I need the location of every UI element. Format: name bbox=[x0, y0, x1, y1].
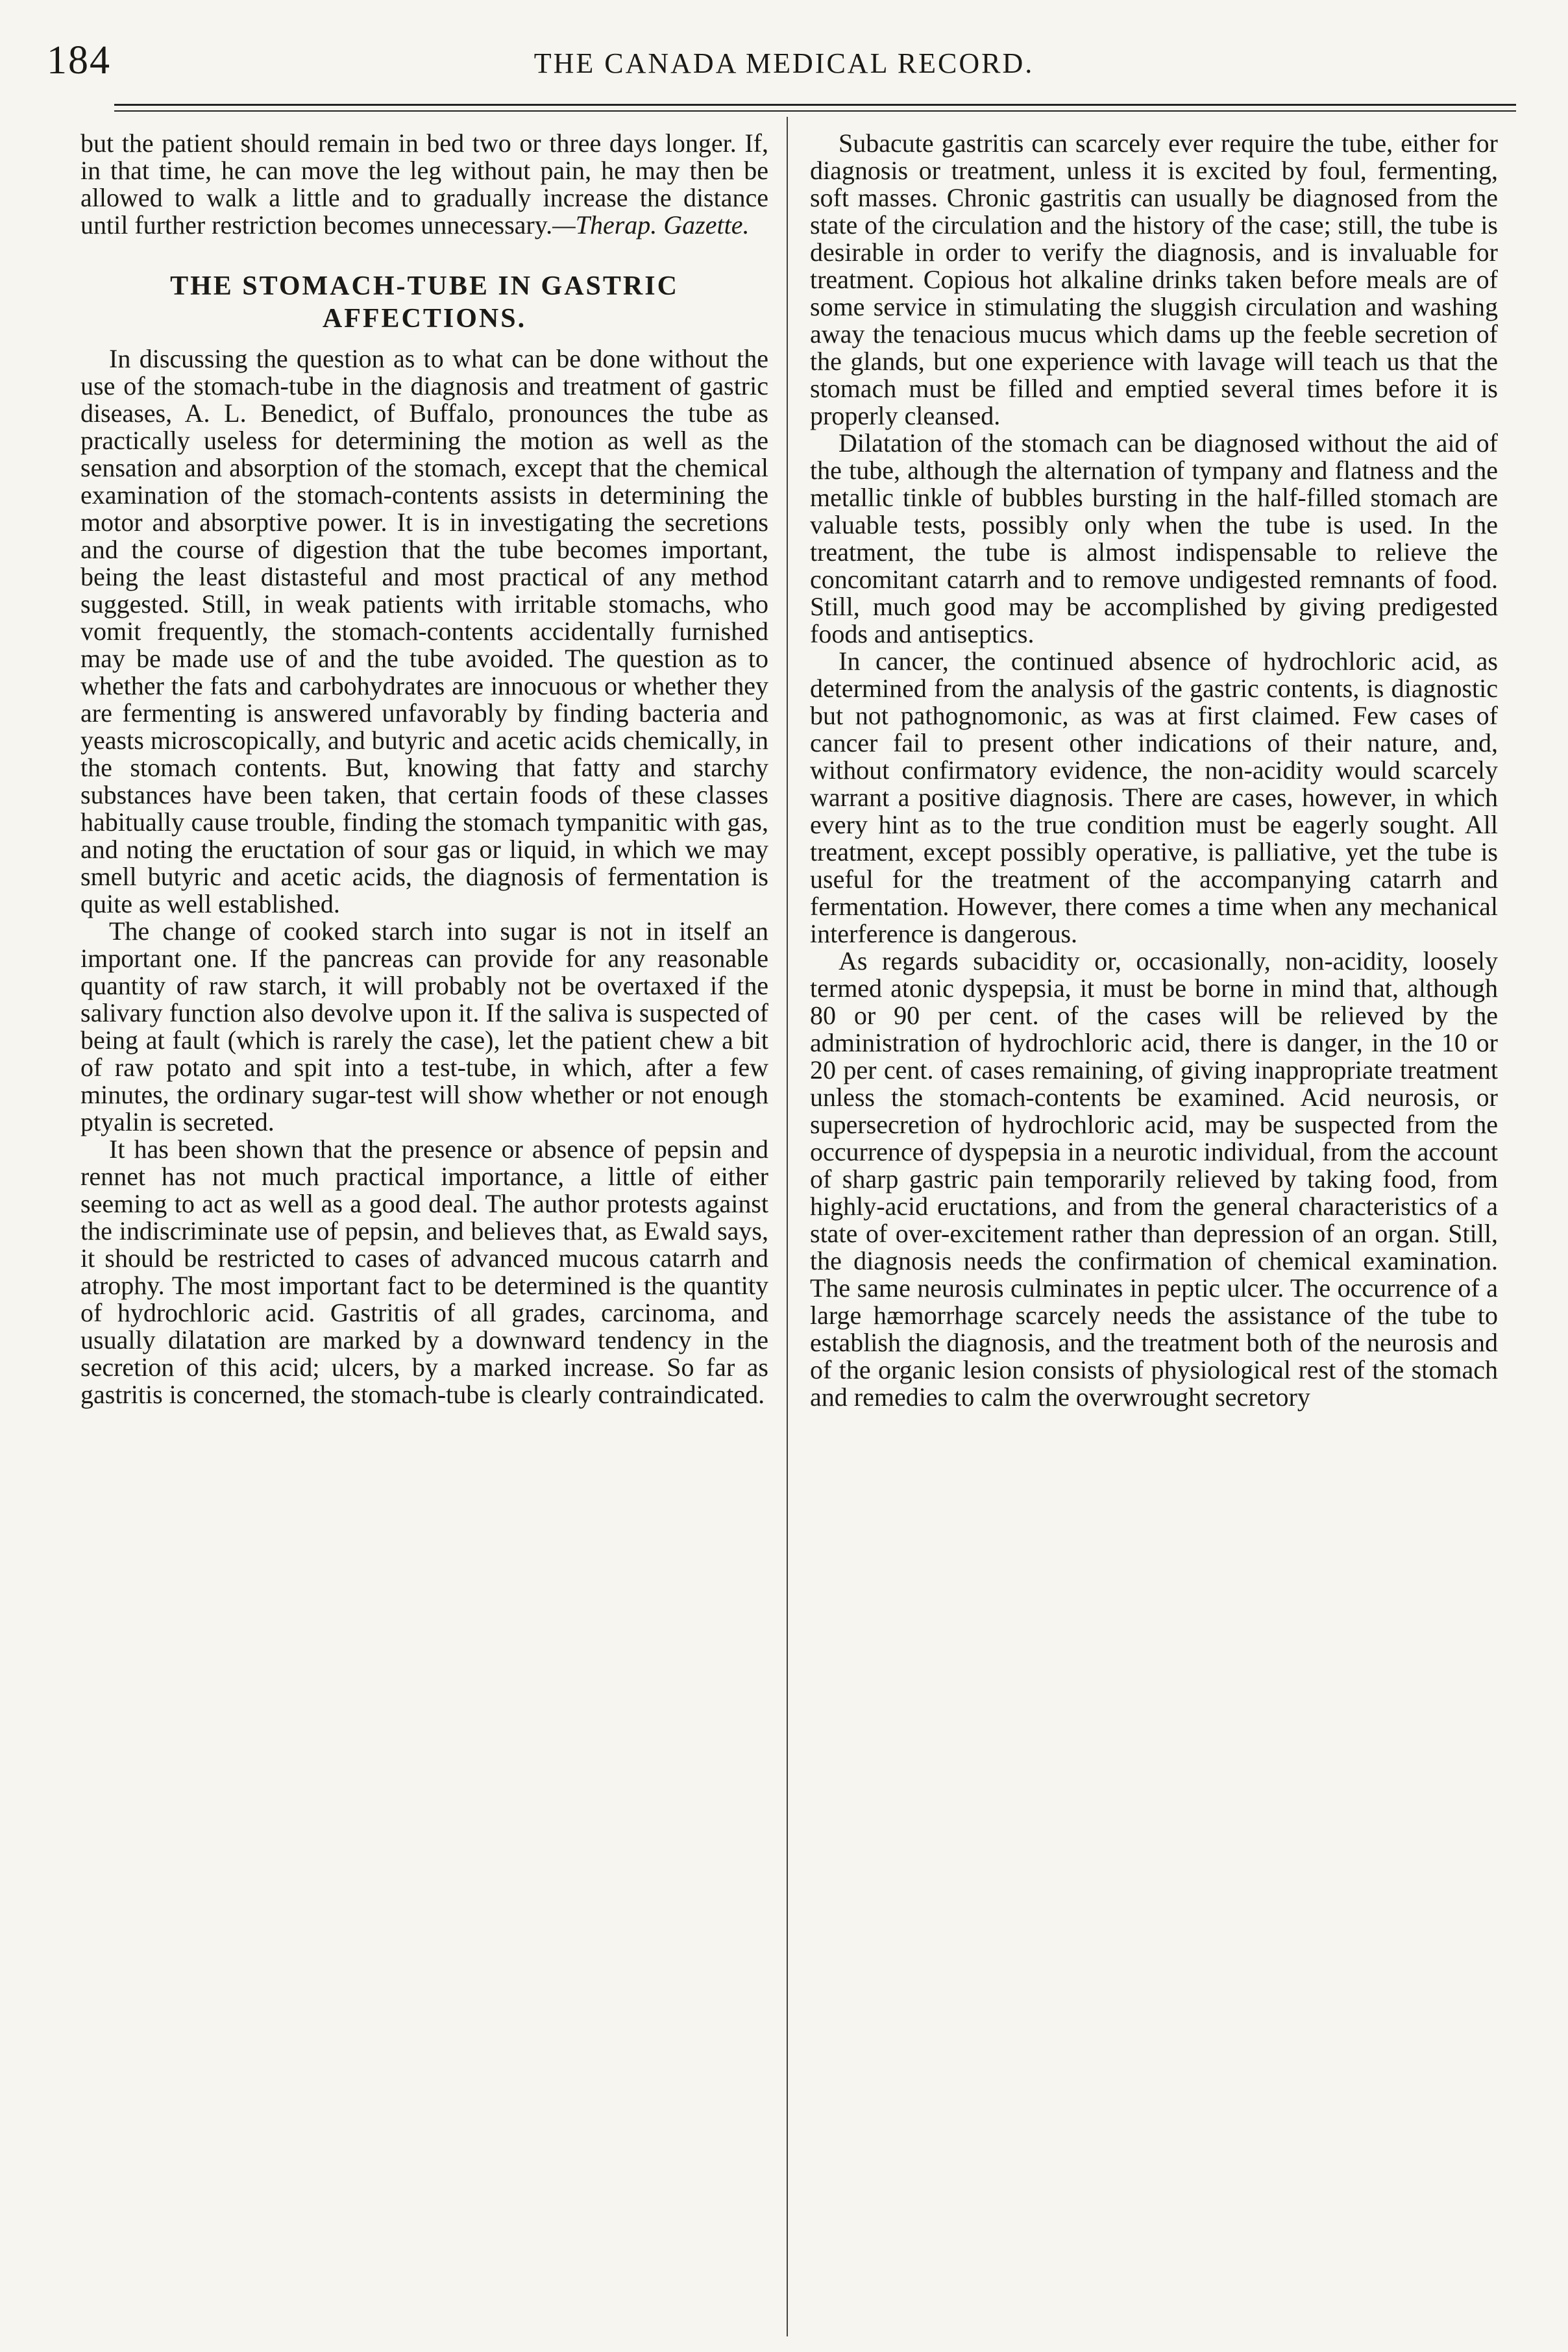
paragraph: It has been shown that the presence or absence of pepsin and rennet has not much practical importance, a little of either seeming to act as well as a good deal. The author protests against the indiscriminate use of pepsin, and believes that, as Ewald says, it should be restricted to cases of advanced mucous catarrh and atrophy. The most important fact to be determined is the quantity of hydrochloric acid. Gastritis of all grades, carcinoma, and usually dilatation are marked by a downward tendency in the secretion of this acid; ulcers, by a marked increase. So far as gastritis is concerned, the stomach-tube is clearly contraindicated. bbox=[80, 1134, 768, 1409]
header-rule-top bbox=[114, 104, 1516, 106]
column-divider bbox=[787, 117, 788, 2336]
header-rule-bottom bbox=[114, 110, 1516, 112]
continuation-text: but the patient should remain in bed two or three days longer. If, in that time, he can move the leg without pain, he may then be allowed to walk a little and to gradually increase the distance until further restriction becomes unnecessary. bbox=[80, 129, 768, 239]
paragraph: Subacute gastritis can scarcely ever require the tube, either for diagnosis or treatment, unless it is excited by foul, fermenting, soft masses. Chronic gastritis can usually be diagnosed from the state of the circulation and the history of the case; still, the tube is desirable in order to verify the diagnosis, and is invaluable for treatment. Copious hot alkaline drinks taken before meals are of some service in stimulating the sluggish circulation and washing away the tenacious mucus which dams up the feeble secretion of the glands, but one experience with lavage will teach us that the stomach must be filled and emptied several times before it is properly cleansed. bbox=[810, 129, 1498, 430]
paragraph: As regards subacidity or, occasionally, non-acidity, loosely termed atonic dyspepsia, it must be borne in mind that, although 80 or 90 per cent. of the cases will be relieved by the administration of hydrochloric acid, there is danger, in the 10 or 20 per cent. of cases remaining, of giving inappropriate treatment unless the stomach-contents be examined. Acid neurosis, or supersecretion of hydrochloric acid, may be suspected from the occurrence of dyspepsia in a neurotic individual, from the account of sharp gastric pain temporarily relieved by taking food, from highly-acid eructations, and from the general characteristics of a state of over-excitement rather than depression of an organ. Still, the diagnosis needs the confirmation of chemical examination. The same neurosis culminates in peptic ulcer. The occurrence of a large hæmorrhage scarcely needs the assistance of the tube to establish the diagnosis, and the treatment both of the neurosis and of the organic lesion consists of physiological rest of the stomach and remedies to calm the overwrought secretory bbox=[810, 946, 1498, 1412]
continuation-paragraph bbox=[80, 130, 768, 239]
paragraph: The change of cooked starch into sugar is not in itself an important one. If the pancreas can provide for any reasonable quantity of raw starch, it will probably not be overtaxed if the salivary function also devolve upon it. If the saliva is suspected of being at fault (which is rarely the case), let the patient chew a bit of raw potato and spit into a test-tube, in which, after a few minutes, the ordinary sugar-test will show whether or not enough ptyalin is secreted. bbox=[80, 916, 768, 1136]
paragraph: Dilatation of the stomach can be diagnosed without the aid of the tube, although the alternation of tympany and flatness and the metallic tinkle of bubbles bursting in the half-filled stomach are valuable tests, possibly only when the tube is used. In the treatment, the tube is almost indispensable to relieve the concomitant catarrh and to remove undigested remnants of food. Still, much good may be accomplished by giving predigested foods and antiseptics. bbox=[810, 428, 1498, 648]
page-header bbox=[0, 0, 1568, 110]
paragraph: In discussing the question as to what can be done without the use of the stomach-tube in the diagnosis and treatment of gastric diseases, A. L. Benedict, of Buffalo, pronounces the tube as practically useless for determining the motion as well as the sensation and absorption of the stomach, except that the chemical examination of the stomach-contents assists in determining the motor and absorptive power. It is in investigating the secretions and the course of digestion that the tube becomes important, being the least distasteful and most practical of any method suggested. Still, in weak patients with irritable stomachs, who vomit frequently, the stomach-contents accidentally furnished may be made use of and the tube avoided. The question as to whether the fats and carbohydrates are innocuous or whether they are fermenting is answered unfavorably by finding bacteria and yeasts microscopically, and butyric and acetic acids chemically, in the stomach contents. But, knowing that fatty and starchy substances have been taken, that certain foods of these classes habitually cause trouble, finding the stomach tympanitic with gas, and noting the eructation of sour gas or liquid, in which we may smell butyric and acetic acids, the diagnosis of fermentation is quite as well established. bbox=[80, 344, 768, 918]
paragraph: In cancer, the continued absence of hydrochloric acid, as determined from the analysis of the gastric contents, is diagnostic but not pathognomonic, as was at first claimed. Few cases of cancer fail to present other indications of their nature, and, without confirmatory evidence, the non-acidity would scarcely warrant a positive diagnosis. There are cases, however, in which every hint as to the true condition must be eagerly sought. All treatment, except possibly operative, is palliative, yet the tube is useful for the treatment of the accompanying catarrh and fermentation. However, there comes a time when any mechanical interference is dangerous. bbox=[810, 646, 1498, 948]
left-column bbox=[80, 130, 768, 1408]
article-title: THE STOMACH-TUBE IN GASTRIC AFFECTIONS. bbox=[170, 271, 679, 334]
right-column bbox=[810, 130, 1498, 1411]
continuation-source: —Therap. Gazette. bbox=[552, 210, 750, 239]
journal-title: THE CANADA MEDICAL RECORD. bbox=[533, 47, 1035, 79]
page-number: 184 bbox=[47, 38, 111, 82]
